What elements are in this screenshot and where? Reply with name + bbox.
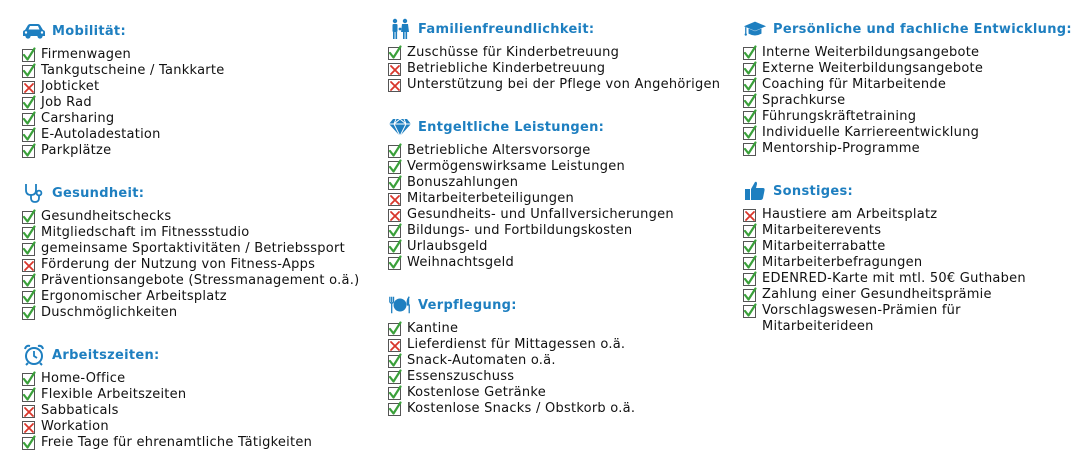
plate-cutlery-icon — [388, 294, 412, 316]
item-label: Präventionsangebote (Stressmanagement o.ä.) — [41, 273, 360, 288]
section-entgelt — [388, 114, 720, 271]
item-label: Mitarbeiterrabatte — [762, 239, 886, 254]
list-item — [743, 61, 1072, 77]
column-1 — [22, 18, 359, 451]
item-label: Workation — [41, 419, 109, 434]
checkmark-icon — [22, 373, 35, 386]
list-item — [22, 403, 359, 419]
item-label: Weihnachtsgeld — [407, 255, 515, 270]
checkmark-icon — [22, 211, 35, 224]
list-item — [743, 255, 1072, 271]
section-title: Arbeitszeiten: — [52, 347, 160, 363]
item-label: Bildungs- und Fortbildungskosten — [407, 223, 633, 238]
section-header — [22, 342, 359, 368]
item-label: Zahlung einer Gesundheitsprämie — [762, 287, 992, 302]
checkmark-icon — [388, 177, 401, 190]
cross-icon — [743, 209, 756, 222]
checkmark-icon — [743, 257, 756, 270]
list-item — [743, 239, 1072, 255]
list-item — [22, 47, 359, 63]
list-item — [22, 225, 359, 241]
list-item — [743, 45, 1072, 61]
diamond-icon — [388, 116, 412, 138]
item-label: Freie Tage für ehrenamtliche Tätigkeiten — [41, 435, 313, 450]
section-title: Verpflegung: — [418, 297, 517, 313]
list-item — [22, 257, 359, 273]
list-item — [743, 77, 1072, 93]
list-item — [22, 435, 359, 451]
section-arbeitszeiten — [22, 342, 359, 451]
checkmark-icon — [22, 129, 35, 142]
cross-icon — [22, 405, 35, 418]
list-item — [743, 303, 1072, 335]
checkmark-icon — [743, 95, 756, 108]
cross-icon — [388, 79, 401, 92]
item-label: Kostenlose Getränke — [407, 385, 546, 400]
checkmark-icon — [22, 227, 35, 240]
item-label: Mitarbeiterevents — [762, 223, 882, 238]
item-label: Individuelle Karriereentwicklung — [762, 125, 980, 140]
list-item — [22, 371, 359, 387]
item-label: Betriebliche Altersvorsorge — [407, 143, 591, 158]
item-label: Mentorship-Programme — [762, 141, 920, 156]
list-item — [22, 127, 359, 143]
item-label: Ergonomischer Arbeitsplatz — [41, 289, 227, 304]
list-item — [22, 387, 359, 403]
list-item — [388, 175, 720, 191]
checkmark-icon — [388, 225, 401, 238]
item-label: Vermögenswirksame Leistungen — [407, 159, 625, 174]
item-label: Sabbaticals — [41, 403, 119, 418]
checkmark-icon — [388, 387, 401, 400]
list-item — [388, 143, 720, 159]
list-item — [743, 141, 1072, 157]
list-item — [22, 143, 359, 159]
section-title: Entgeltliche Leistungen: — [418, 119, 605, 135]
cross-icon — [388, 209, 401, 222]
checkmark-icon — [22, 437, 35, 450]
list-item — [388, 207, 720, 223]
item-label: Parkplätze — [41, 143, 112, 158]
checkmark-icon — [743, 289, 756, 302]
list-item — [743, 207, 1072, 223]
item-label: Tankgutscheine / Tankkarte — [41, 63, 225, 78]
cross-icon — [388, 63, 401, 76]
item-label: Betriebliche Kinderbetreuung — [407, 61, 606, 76]
checkmark-icon — [743, 241, 756, 254]
item-label: Coaching für Mitarbeitende — [762, 77, 947, 92]
alarm-clock-icon — [22, 344, 46, 366]
list-item — [388, 61, 720, 77]
checkmark-icon — [22, 49, 35, 62]
item-label: Zuschüsse für Kinderbetreuung — [407, 45, 620, 60]
cross-icon — [22, 81, 35, 94]
section-header — [388, 292, 720, 318]
list-item — [22, 273, 359, 289]
item-label: Mitgliedschaft im Fitnessstudio — [41, 225, 250, 240]
list-item — [22, 289, 359, 305]
checkmark-icon — [388, 241, 401, 254]
checkmark-icon — [743, 111, 756, 124]
list-item — [388, 77, 720, 93]
checkmark-icon — [388, 323, 401, 336]
checkmark-icon — [22, 97, 35, 110]
checkmark-icon — [22, 275, 35, 288]
item-label: Mitarbeiterbeteiligungen — [407, 191, 574, 206]
item-label: Sprachkurse — [762, 93, 846, 108]
column-2 — [388, 16, 720, 417]
checkmark-icon — [22, 65, 35, 78]
checkmark-icon — [22, 291, 35, 304]
checkmark-icon — [743, 127, 756, 140]
item-label: gemeinsame Sportaktivitäten / Betriebssport — [41, 241, 345, 256]
section-sonstiges — [743, 178, 1072, 335]
item-label: Gesundheits- und Unfallversicherungen — [407, 207, 674, 222]
section-verpflegung — [388, 292, 720, 417]
list-item — [22, 419, 359, 435]
item-label: Führungskräftetraining — [762, 109, 917, 124]
list-item — [388, 239, 720, 255]
checkmark-icon — [388, 257, 401, 270]
checkmark-icon — [22, 145, 35, 158]
section-familie — [388, 16, 720, 93]
list-item — [22, 305, 359, 321]
column-3 — [743, 16, 1072, 335]
item-label: Kantine — [407, 321, 459, 336]
list-item — [22, 63, 359, 79]
list-item — [388, 223, 720, 239]
checkmark-icon — [743, 47, 756, 60]
list-item — [388, 369, 720, 385]
list-item — [388, 255, 720, 271]
list-item — [743, 287, 1072, 303]
item-label: Vorschlagswesen-Prämien für Mitarbeiterideen — [762, 303, 961, 334]
item-label: Jobticket — [41, 79, 100, 94]
section-header — [743, 178, 1072, 204]
item-label: Lieferdienst für Mittagessen o.ä. — [407, 337, 626, 352]
list-item — [388, 401, 720, 417]
cross-icon — [22, 259, 35, 272]
section-header — [22, 180, 359, 206]
list-item — [388, 191, 720, 207]
checkmark-icon — [22, 389, 35, 402]
list-item — [388, 45, 720, 61]
item-label: Externe Weiterbildungsangebote — [762, 61, 984, 76]
item-label: Gesundheitschecks — [41, 209, 172, 224]
checkmark-icon — [388, 403, 401, 416]
graduation-cap-icon — [743, 18, 767, 40]
list-item — [22, 209, 359, 225]
checkmark-icon — [743, 225, 756, 238]
checkmark-icon — [22, 113, 35, 126]
checkmark-icon — [388, 371, 401, 384]
list-item — [22, 95, 359, 111]
section-header — [388, 114, 720, 140]
item-label: Interne Weiterbildungsangebote — [762, 45, 980, 60]
list-item — [743, 109, 1072, 125]
section-header — [743, 16, 1072, 42]
list-item — [388, 385, 720, 401]
item-label: Förderung der Nutzung von Fitness-Apps — [41, 257, 316, 272]
item-label: Job Rad — [41, 95, 92, 110]
item-label: Kostenlose Snacks / Obstkorb o.ä. — [407, 401, 636, 416]
section-title: Mobilität: — [52, 23, 126, 39]
checkmark-icon — [743, 79, 756, 92]
section-gesundheit — [22, 180, 359, 321]
list-item — [22, 111, 359, 127]
item-label: Haustiere am Arbeitsplatz — [762, 207, 938, 222]
list-item — [22, 241, 359, 257]
cross-icon — [388, 193, 401, 206]
item-label: Urlaubsgeld — [407, 239, 488, 254]
list-item — [388, 159, 720, 175]
list-item — [743, 125, 1072, 141]
list-item — [388, 337, 720, 353]
section-header — [388, 16, 720, 42]
car-icon — [22, 20, 46, 42]
checkmark-icon — [388, 161, 401, 174]
section-mobilitaet — [22, 18, 359, 159]
list-item — [743, 223, 1072, 239]
section-header — [22, 18, 359, 44]
item-label: Home-Office — [41, 371, 126, 386]
item-label: Bonuszahlungen — [407, 175, 519, 190]
item-label: Snack-Automaten o.ä. — [407, 353, 556, 368]
checkmark-icon — [743, 305, 756, 318]
list-item — [743, 271, 1072, 287]
section-title: Gesundheit: — [52, 185, 145, 201]
stethoscope-icon — [22, 182, 46, 204]
section-title: Familienfreundlichkeit: — [418, 21, 595, 37]
item-label: Unterstützung bei der Pflege von Angehörigen — [407, 77, 721, 92]
section-title: Persönliche und fachliche Entwicklung: — [773, 21, 1072, 37]
item-label: E-Autoladestation — [41, 127, 161, 142]
section-title: Sonstiges: — [773, 183, 854, 199]
item-label: Carsharing — [41, 111, 115, 126]
item-label: Mitarbeiterbefragungen — [762, 255, 923, 270]
list-item — [388, 321, 720, 337]
checkmark-icon — [743, 273, 756, 286]
item-label: Firmenwagen — [41, 47, 131, 62]
cross-icon — [388, 339, 401, 352]
checkmark-icon — [22, 243, 35, 256]
checkmark-icon — [388, 355, 401, 368]
family-icon — [388, 18, 412, 40]
list-item — [22, 79, 359, 95]
item-label: Duschmöglichkeiten — [41, 305, 178, 320]
checkmark-icon — [22, 307, 35, 320]
checkmark-icon — [388, 47, 401, 60]
cross-icon — [22, 421, 35, 434]
checkmark-icon — [743, 143, 756, 156]
item-label: EDENRED-Karte mit mtl. 50€ Guthaben — [762, 271, 1026, 286]
checkmark-icon — [743, 63, 756, 76]
section-entwicklung — [743, 16, 1072, 157]
list-item — [743, 93, 1072, 109]
item-label: Flexible Arbeitszeiten — [41, 387, 187, 402]
thumbs-up-icon — [743, 180, 767, 202]
list-item — [388, 353, 720, 369]
item-label: Essenszuschuss — [407, 369, 515, 384]
checkmark-icon — [388, 145, 401, 158]
